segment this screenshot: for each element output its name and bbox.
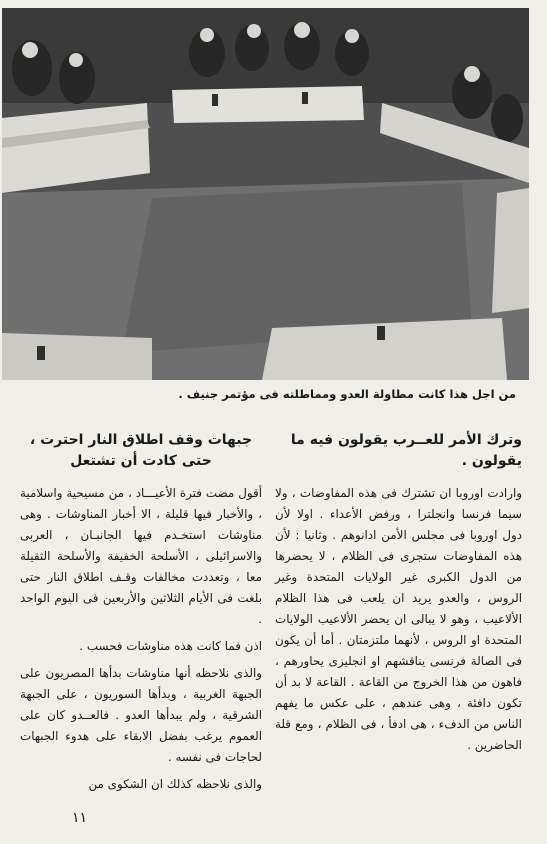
left-column xyxy=(20,430,262,801)
photo-caption: من اجل هذا كانت مطاولة العدو ومماطلته فى مؤتمر جنيف . xyxy=(178,387,516,401)
left-column-paragraph: والذى نلاحظه كذلك ان الشكوى من xyxy=(88,777,262,791)
left-column-heading: جبهات وقف اطلاق النار احترت ، حتى كادت أن تشتعل xyxy=(29,432,253,469)
right-column-paragraph: وارادت اوروبا ان تشترك فى هذه المفاوضات ، ولا سيما فرنسا وانجلترا ، ورفض الأعداء . اولا لأن دول اوروبا فى مجلس الأمن ادانوهم . وثانيا : لأن هذه المفاوضات ستجرى فى الظلام ، لا يحضرها من الدول الكبرى غير الولايات المتحدة وغير الروس ، والعدو يريد ان يلعب فى هذا الظلام الألاعيب ، وهو لا يبالى ان يحضر الألاعيب الولايات المتحدة او الروس ، لأنهما ملتزمتان . أما أن يكون فى الصالة فرنسى يناقشهم او انجليزى يحاورهم ، فاهون من هذا الخروج من القاعة . القاعة لا بد أن تكون دافئة ، وهى عندهم ، على عكس ما يفهم الناس من الدفء ، هى ادفأ ، فى الظلام ، ومع قلة الحاضرين . xyxy=(275,486,522,752)
right-column xyxy=(275,430,522,762)
left-column-paragraph: اذن فما كانت هذه مناوشات فحسب . xyxy=(79,639,262,653)
right-column-heading: وترك الأمر للعــرب يقولون فيه ما يقولون . xyxy=(290,432,522,469)
conference-photo xyxy=(2,8,529,380)
left-column-paragraph: أقول مضت فترة الأعيـــاد ، من مسيحية واسلامية ، والأخبار فيها قليلة ، الا أخبار المناوشات . وهى مناوشات استخـدم فيها الجانبـان ، العربى والاسرائيلى ، الأسلحة الخفيفة والأسلحة الثقيلة معا ، وتعددت مخالفات وقـف اطلاق النار حتى بلغت فى الأيام الثلاثين والأربعين فى اليوم الواحد . xyxy=(20,486,262,626)
left-column-paragraph: والذى نلاحظه أنها مناوشات بدأها المصريون على الجبهة الغربية ، وبدأها السوريون ، على الجبهة الشرقية ، ولم يبدأها العدو . فالعــدو كان على العموم يرغب بفضل الابقاء على هدوء الجبهات لحاجات فى نفسه . xyxy=(20,666,262,764)
page-number: ١١ xyxy=(72,810,88,826)
